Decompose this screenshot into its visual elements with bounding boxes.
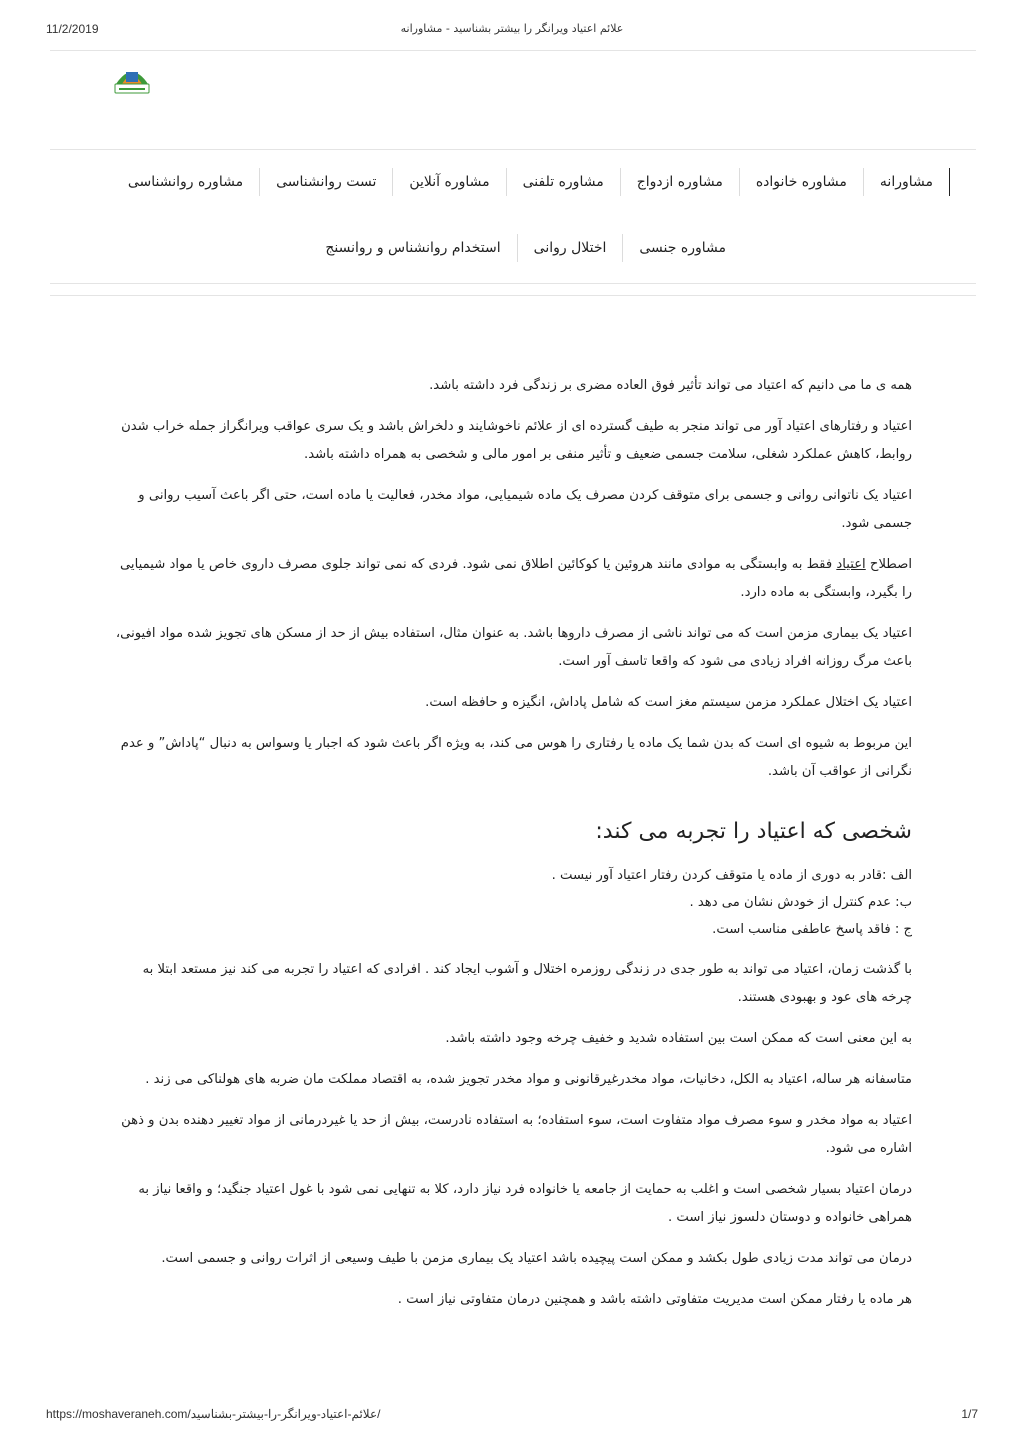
main-nav-row-1 xyxy=(112,168,950,196)
nav-item-online-counseling[interactable]: مشاوره آنلاین xyxy=(392,168,505,196)
nav-item-psychology-test[interactable]: تست روانشناسی xyxy=(259,168,392,196)
nav-item-sexual-counseling[interactable]: مشاوره جنسی xyxy=(622,234,742,262)
paragraph xyxy=(112,551,912,607)
nav-bottom-divider xyxy=(50,283,976,284)
print-header xyxy=(46,22,978,42)
nav-bottom-divider-2 xyxy=(50,295,976,296)
paragraph: همه ی ما می دانیم که اعتیاد می تواند تأثیر فوق العاده مضری بر زندگی فرد داشته باشد. xyxy=(429,378,912,393)
list-item: ج : فاقد پاسخ عاطفی مناسب است. xyxy=(712,922,912,937)
page-number: 1/7 xyxy=(961,1407,978,1421)
paragraph: اعتیاد و رفتارهای اعتیاد آور می تواند منجر به طیف گسترده ای از علائم ناخوشایند و دلخراش باشد و یک سری عواقب ویرانگراز جمله خراب شدن روابط، کاهش عملکرد شغلی، سلامت جسمی ضعیف و تأثیر منفی بر امور مالی و شخصی به همراه داشته باشد. xyxy=(121,419,912,462)
header-divider xyxy=(50,50,976,51)
main-nav-row-2 xyxy=(309,234,742,262)
paragraph: با گذشت زمان، اعتیاد می تواند به طور جدی در زندگی روزمره اختلال و آشوب ایجاد کند . افرادی که اعتیاد را تجربه می کند نیز مستعد ابتلا به چرخه های عود و بهبودی هستند. xyxy=(142,962,912,1005)
nav-item-psychology-counseling[interactable]: مشاوره روانشناسی xyxy=(127,174,244,190)
section-heading: شخصی که اعتیاد را تجربه می کند: xyxy=(595,819,912,844)
site-logo-icon[interactable] xyxy=(112,62,152,96)
paragraph: درمان می تواند مدت زیادی طول بکشد و ممکن است پیچیده باشد اعتیاد یک بیماری مزمن با طیف وسیعی از اثرات روانی و جسمی است. xyxy=(161,1251,912,1266)
nav-item-family-counseling[interactable]: مشاوره خانواده xyxy=(739,168,863,196)
paragraph-text: فقط به وابستگی به موادی مانند هروئین یا کوکائین اطلاق نمی شود. فردی که نمی تواند جلوی مصرف داروی خاص یا مواد شیمیایی را بگیرد، وابستگی به ماده دارد. xyxy=(119,557,912,600)
nav-item-home[interactable]: مشاورانه xyxy=(863,168,950,196)
print-title: علائم اعتیاد ویرانگر را بیشتر بشناسید - مشاورانه xyxy=(400,22,624,35)
print-footer xyxy=(46,1407,978,1425)
symptom-list xyxy=(112,862,912,943)
paragraph: به این معنی است که ممکن است بین استفاده شدید و خفیف چرخه وجود داشته باشد. xyxy=(445,1031,912,1046)
nav-top-divider xyxy=(50,149,976,150)
addiction-link[interactable]: اعتیاد xyxy=(836,557,866,572)
paragraph: این مربوط به شیوه ای است که بدن شما یک ماده یا رفتاری را هوس می کند، به ویژه اگر باعث شود که اجبار یا وسواس به دنبال “پاداش” و عدم نگرانی از عواقب آن باشد. xyxy=(120,736,912,779)
print-date: 11/2/2019 xyxy=(46,22,99,36)
paragraph: اعتیاد یک اختلال عملکرد مزمن سیستم مغز است که شامل پاداش، انگیزه و حافظه است. xyxy=(425,695,912,710)
article-body xyxy=(112,372,912,1327)
paragraph: اعتیاد یک بیماری مزمن است که می تواند ناشی از مصرف داروها باشد. به عنوان مثال، استفاده بیش از حد از مسکن های تجویز شده مواد افیونی، باعث مرگ روزانه افراد زیادی می شود که واقعا تاسف آور است. xyxy=(115,626,912,669)
page-url: https://moshaveraneh.com/علائم-اعتیاد-ویرانگر-را-بیشتر-بشناسید/ xyxy=(46,1407,381,1421)
nav-item-hire-psychologist[interactable]: استخدام روانشناس و روانسنج xyxy=(325,240,501,256)
paragraph-text: اصطلاح xyxy=(865,557,912,572)
nav-item-marriage-counseling[interactable]: مشاوره ازدواج xyxy=(620,168,739,196)
nav-item-phone-counseling[interactable]: مشاوره تلفنی xyxy=(506,168,620,196)
list-item: الف :قادر به دوری از ماده یا متوقف کردن رفتار اعتیاد آور نیست . xyxy=(551,868,912,883)
nav-item-mental-disorder[interactable]: اختلال روانی xyxy=(517,234,623,262)
paragraph: متاسفانه هر ساله، اعتیاد به الکل، دخانیات، مواد مخدرغیرقانونی و مواد مخدر تجویز شده، به اقتصاد مملکت مان ضربه های هولناکی می زند . xyxy=(145,1072,912,1087)
paragraph: هر ماده یا رفتار ممکن است مدیریت متفاوتی داشته باشد و همچنین درمان متفاوتی نیاز است . xyxy=(397,1292,912,1307)
paragraph: اعتیاد یک ناتوانی روانی و جسمی برای متوقف کردن مصرف یک ماده شیمیایی، مواد مخدر، فعالیت یا ماده است، حتی اگر باعث آسیب روانی و جسمی شود. xyxy=(138,488,912,531)
paragraph: درمان اعتیاد بسیار شخصی است و اغلب به حمایت از جامعه یا خانواده فرد نیاز دارد، کلا به تنهایی نمی شود با غول اعتیاد جنگید؛ و واقعا نیاز به همراهی خانواده و دوستان دلسوز نیاز است . xyxy=(138,1182,912,1225)
paragraph: اعتیاد به مواد مخدر و سوء مصرف مواد متفاوت است، سوء استفاده؛ به استفاده نادرست، بیش از حد یا غیردرمانی از مواد تغییر دهنده بدن و ذهن اشاره می شود. xyxy=(121,1113,912,1156)
list-item: ب: عدم کنترل از خودش نشان می دهد . xyxy=(689,895,912,910)
